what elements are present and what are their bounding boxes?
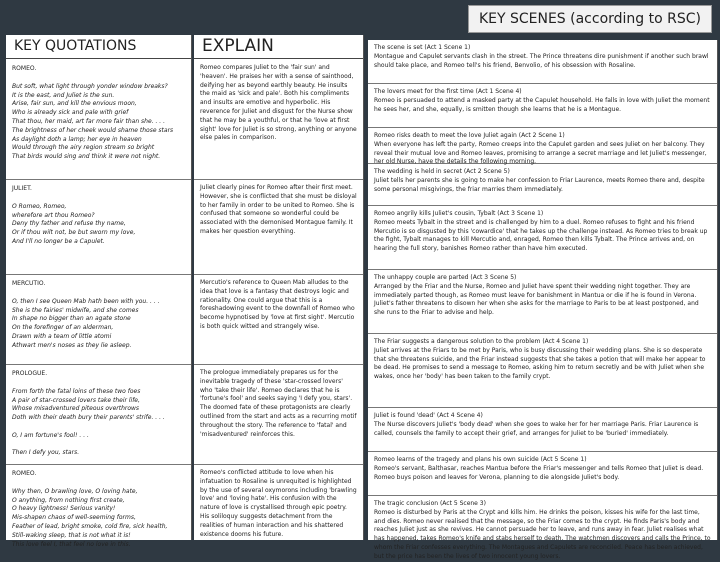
explain-cell: Romeo's conflicted attitude to love when his infatuation to Rosaline is unrequited is highlighted by the use of several oxymorons including 'brawling love' and 'loving hate'. His confusion with the nature of love is crystallised through epic poetry. His soliloquy suggests detachment from the realities of human interaction and his shattered existence dooms his future. — [200, 469, 357, 538]
quote-speaker: ROMEO. — [12, 65, 37, 72]
explain-cell: Romeo compares Juliet to the 'fair sun' and 'heaven'. He praises her with a sense of sainthood, deifying her as beyond earthly beauty. He insults the maid as 'sick and pale'. Both his compliments and insults are emotive and hyperbolic. His reverence for Juliet and disgust for the Nurse show that he may be a youthful, or that he 'love at first sight' love for Juliet is so strong, anything or anyone else pales in comparison. — [194, 60, 363, 180]
scene-cell — [368, 270, 717, 334]
scene-title: The unhappy couple are parted (Act 3 Scene 5) — [374, 274, 517, 281]
quote-text: O Romeo, Romeo, wherefore art thou Romeo? Deny thy father and refuse thy name, Or if thou wilt not, be but sworn my love, And I'll no longer be a Capulet. — [12, 202, 136, 245]
scene-body: When everyone has left the party, Romeo creeps into the Capulet garden and sees Juliet on her balcony. They reveal their mutual love and Romeo leaves, promising to arrange a secret marriage and let Juliet's messenger, her old Nurse, have the details the following morning. — [374, 140, 707, 166]
scene-body: Montague and Capulet servants clash in the street. The Prince threatens dire punishment if another such brawl should take place, and Romeo tell's his friend, Benvolio, of his obsession with Rosaline. — [374, 52, 709, 69]
scene-body: Juliet arrives at the Friars to be met by Paris, who is busy discussing their wedding plans. She is so desperate that she threatens suicide, and the Friar instead suggests that she takes a potion that will make her appear to be dead. He promises to send a message to Romeo, asking him to return secretly and be with Juliet when she wakes, once her 'body' has been taken to the family crypt. — [374, 346, 706, 381]
quote-text: O, then I see Queen Mab hath been with you. . . . She is the fairies' midwife, and she comes In shape no bigger than an agate stone On the forefinger of an alderman, Drawn with a team of little atomi Athwart men's noses as they lie asleep. — [12, 297, 160, 349]
scene-title: Romeo learns of the tragedy and plans his own suicide (Act 5 Scene 1) — [374, 456, 587, 463]
quote-text: But soft, what light through yonder window breaks? It is the east, and Juliet is the sun. Arise, fair sun, and kill the envious moon, Who is already sick and pale with grief That thou, her maid, art far more fair than she. . . . The brightness of her cheek would shame those stars As daylight doth a lamp; her eye in heaven Would through the airy region stream so bright That birds would sing and think it were not night. — [12, 82, 174, 161]
scenes-column — [368, 40, 718, 560]
quote-cell — [6, 60, 191, 180]
scene-title: The wedding is held in secret (Act 2 Scene 5) — [374, 168, 510, 175]
scene-body: Romeo's servant, Balthasar, reaches Mantua before the Friar's messenger and tells Romeo that Juliet is dead. Romeo buys poison and leaves for Verona, planning to die alongside Juliet's body. — [374, 464, 704, 481]
scene-title: Romeo angrily kills Juliet's cousin, Tybalt (Act 3 Scene 1) — [374, 210, 544, 217]
scene-title: The lovers meet for the first time (Act 1 Scene 4) — [374, 88, 522, 95]
scene-body: Romeo meets Tybalt in the street and is challenged by him to a duel. Romeo refuses to fight and his friend Mercutio is so disgusted by this 'cowardice' that he takes up the challenge instead. As Romeo tries to break up the fight, Tybalt manages to kill Mercutio and, enraged, Romeo then kills Tybalt. The Prince arrives and, on hearing the full story, banishes Romeo rather than have him executed. — [374, 218, 708, 253]
explain-heading: EXPLAIN — [194, 35, 363, 59]
page-title: KEY SCENES (according to RSC) — [468, 5, 712, 33]
scene-cell — [368, 128, 717, 164]
scene-title: The Friar suggests a dangerous solution to the problem (Act 4 Scene 1) — [374, 338, 589, 345]
scene-cell — [368, 206, 717, 270]
scene-cell — [368, 452, 717, 496]
scene-body: Romeo is persuaded to attend a masked party at the Capulet household. He falls in love with Juliet the moment he sees her, and she, equally, is smitten though she learns that he is a Montague. — [374, 96, 710, 113]
quote-cell — [6, 465, 191, 548]
quote-cell — [6, 365, 191, 465]
quote-speaker: JULIET. — [12, 185, 32, 192]
scene-cell — [368, 334, 717, 408]
quote-speaker: MERCUTIO. — [12, 280, 46, 287]
explain-cell: Mercutio's reference to Queen Mab alludes to the idea that love is a fantasy that destroys logic and rationality. One could argue that this is a foreshadowing event to the downfall of Romeo who become hypnotised by 'love at first sight'. Mercutio is both quick witted and strangely wise. — [194, 275, 363, 365]
scene-cell — [368, 84, 717, 128]
quotations-heading: KEY QUOTATIONS — [6, 35, 191, 59]
quotations-column — [6, 35, 192, 548]
explain-column — [194, 35, 364, 540]
explain-cell: The prologue immediately prepares us for the inevitable tragedy of these 'star-crossed lovers' who 'take their life'. Romeo declares that he is 'fortune's fool' and seeks saying 'I defy you, stars'. The doomed fate of these protagonists are clearly outlined from the start and acts as a recurring motif throughout the story. The reference to 'fatal' and 'misadventured' reinforces this. — [194, 365, 363, 465]
scene-body: The Nurse discovers Juliet's 'body dead' when she goes to wake her for her marriage Paris. Friar Laurence is called, counsels the family to accept their grief, and arranges for Juliet to be 'buried' immediately. — [374, 420, 699, 437]
scene-cell — [368, 496, 717, 560]
scene-title: The tragic conclusion (Act 5 Scene 3) — [374, 500, 486, 507]
quote-speaker: ROMEO. — [12, 470, 37, 477]
scene-cell — [368, 408, 717, 452]
scene-body: Arranged by the Friar and the Nurse, Romeo and Juliet have spent their wedding night together. They are immediately parted though, as Romeo must leave for banishment in Mantua or die if he is found in Verona. Juliet's father threatens to disown her when she asks for the marriage to Paris to be at least postponed, and she runs to the Friar to advise and help. — [374, 282, 699, 317]
scene-title: Romeo risks death to meet the love Juliet again (Act 2 Scene 1) — [374, 132, 565, 139]
scene-cell — [368, 164, 717, 206]
quote-speaker: PROLOGUE. — [12, 370, 48, 377]
scene-cell — [368, 40, 717, 84]
scene-title: Juliet is found 'dead' (Act 4 Scene 4) — [374, 412, 483, 419]
quote-text: Why then, O brawling love, O loving hate, O anything, from nothing first create, O heavy lightness! Serious vanity! Mis-shapen chaos of well-seeming forms, Feather of lead, bright smoke, cold fire, sick health, Still-waking sleep, that is not what it is! This love feel I, that feel no love in this. — [12, 487, 168, 548]
explain-cell: Juliet clearly pines for Romeo after their first meet. However, she is conflicted that she must be disloyal to her family in order to be united to Romeo. She is confused that someone so wonderful could be associated with the demonised Montague family. It makes her question everything. — [194, 180, 363, 275]
header-bar — [0, 0, 720, 35]
scene-title: The scene is set (Act 1 Scene 1) — [374, 44, 471, 51]
scene-body: Juliet tells her parents she is going to make her confession to Friar Laurence, meets Romeo there and, despite some personal misgivings, the friar marries them immediately. — [374, 176, 705, 193]
quote-text: From forth the fatal loins of these two foes A pair of star-crossed lovers take their life, Whose misadventured piteous overthrows Doth with their death bury their parents' strife. . . . O, I am fortune's fool! . . . Then I defy you, stars. — [12, 387, 165, 457]
quote-cell — [6, 275, 191, 365]
scene-body: Romeo is disturbed by Paris at the Crypt and kills him. He drinks the poison, kisses his wife for the last time, and dies. Romeo never realised that the message, so the Friar comes to the crypt. He finds Paris's body and reaches Juliet just as she revives. He cannot persuade her to leave, and runs away in fear. Juliet realises what has happened, takes Romeo's knife and stabs herself to death. The watchmen discovers and calls the Prince, to whom the Friar confesses everything. The Montagues and Capulets are reconciled. Peace has been achieved, but the price has been the lives of two innocent young lovers. — [374, 508, 711, 560]
quote-cell — [6, 180, 191, 275]
